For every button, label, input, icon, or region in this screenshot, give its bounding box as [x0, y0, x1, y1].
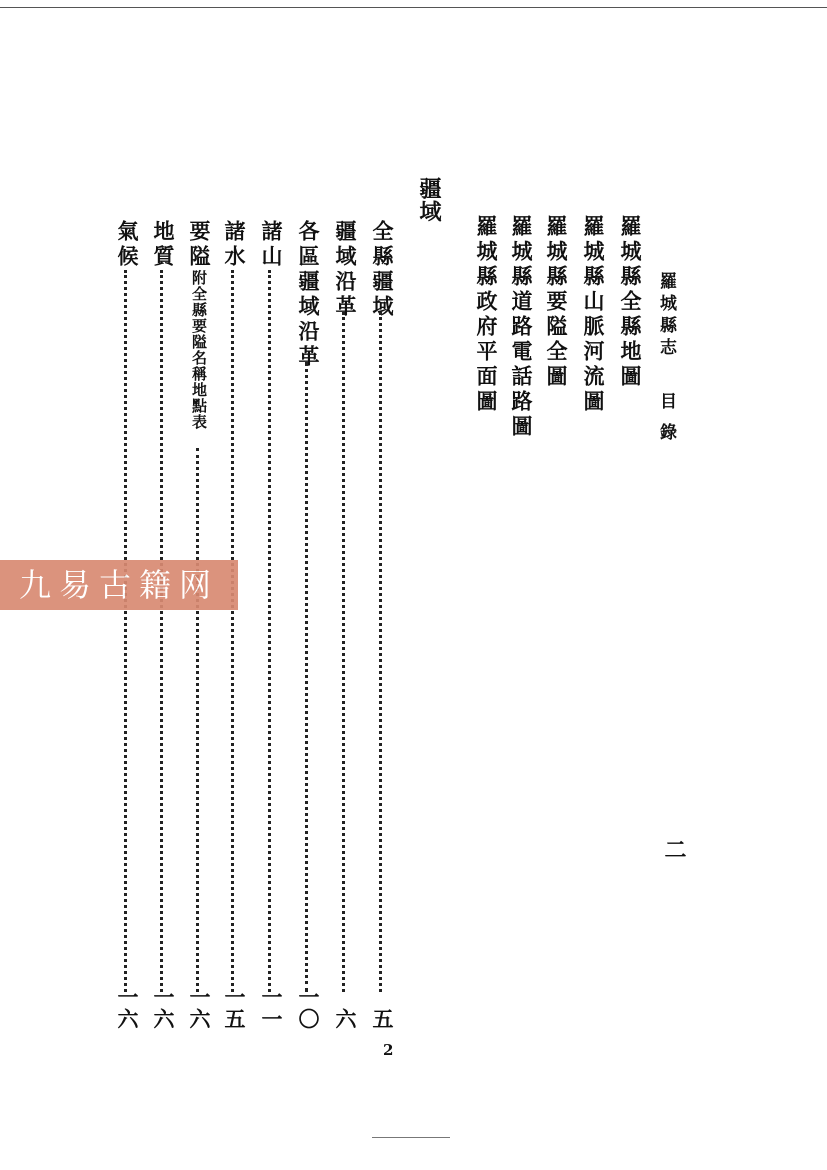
map-item-2: 羅城縣山脈河流圖 [581, 215, 606, 415]
folio-number: 2 [383, 1041, 394, 1059]
toc-entry [367, 220, 397, 1030]
entry-page: 五 [370, 1008, 395, 1030]
dot-leader [196, 448, 199, 992]
toc-entry [330, 220, 360, 1030]
section-heading: 疆域 [416, 177, 442, 223]
toc-entry [293, 220, 323, 1030]
map-item-1: 羅城縣全縣地圖 [618, 215, 643, 390]
entry-title: 全縣疆域 [370, 220, 395, 320]
dot-leader [305, 362, 308, 992]
map-item-3: 羅城縣要隘全圖 [544, 215, 569, 390]
entry-title: 各區疆域沿革 [296, 220, 321, 370]
entry-title: 諸山 [259, 220, 284, 270]
dot-leader [124, 270, 127, 992]
entry-title: 諸水 [222, 220, 247, 270]
dot-leader [160, 270, 163, 992]
dot-leader [379, 312, 382, 992]
entry-page: 一六 [151, 986, 176, 1030]
entry-title [184, 220, 214, 430]
toc-entry [112, 220, 142, 1030]
toc-entry [184, 220, 214, 1030]
entry-page: 一六 [187, 986, 212, 1030]
dot-leader [342, 312, 345, 992]
entry-page: 一六 [115, 986, 140, 1030]
entry-page: 一五 [222, 986, 247, 1030]
toc-entry [256, 220, 286, 1030]
entry-title: 疆域沿革 [333, 220, 358, 320]
top-rule [0, 7, 827, 8]
watermark-banner: 九易古籍网 [0, 560, 238, 610]
page-number: 二 [661, 838, 687, 863]
toc-entry [219, 220, 249, 1030]
dot-leader [231, 270, 234, 992]
entry-page: 一一 [259, 986, 284, 1030]
contents-label: 目錄 [656, 392, 676, 454]
dot-leader [268, 270, 271, 992]
map-item-4: 羅城縣道路電話路圖 [509, 215, 534, 440]
map-item-5: 羅城縣政府平面圖 [474, 215, 499, 415]
entry-note: 附全縣要隘名稱地點表 [190, 270, 208, 430]
entry-page: 六 [333, 1008, 358, 1030]
entry-title: 氣候 [115, 220, 140, 270]
toc-entry [148, 220, 178, 1030]
book-title: 羅城縣志 [656, 272, 676, 360]
bottom-rule [372, 1137, 450, 1138]
entry-title: 地質 [151, 220, 176, 270]
entry-title-main: 要隘 [187, 220, 212, 270]
entry-page: 一〇 [296, 986, 321, 1030]
